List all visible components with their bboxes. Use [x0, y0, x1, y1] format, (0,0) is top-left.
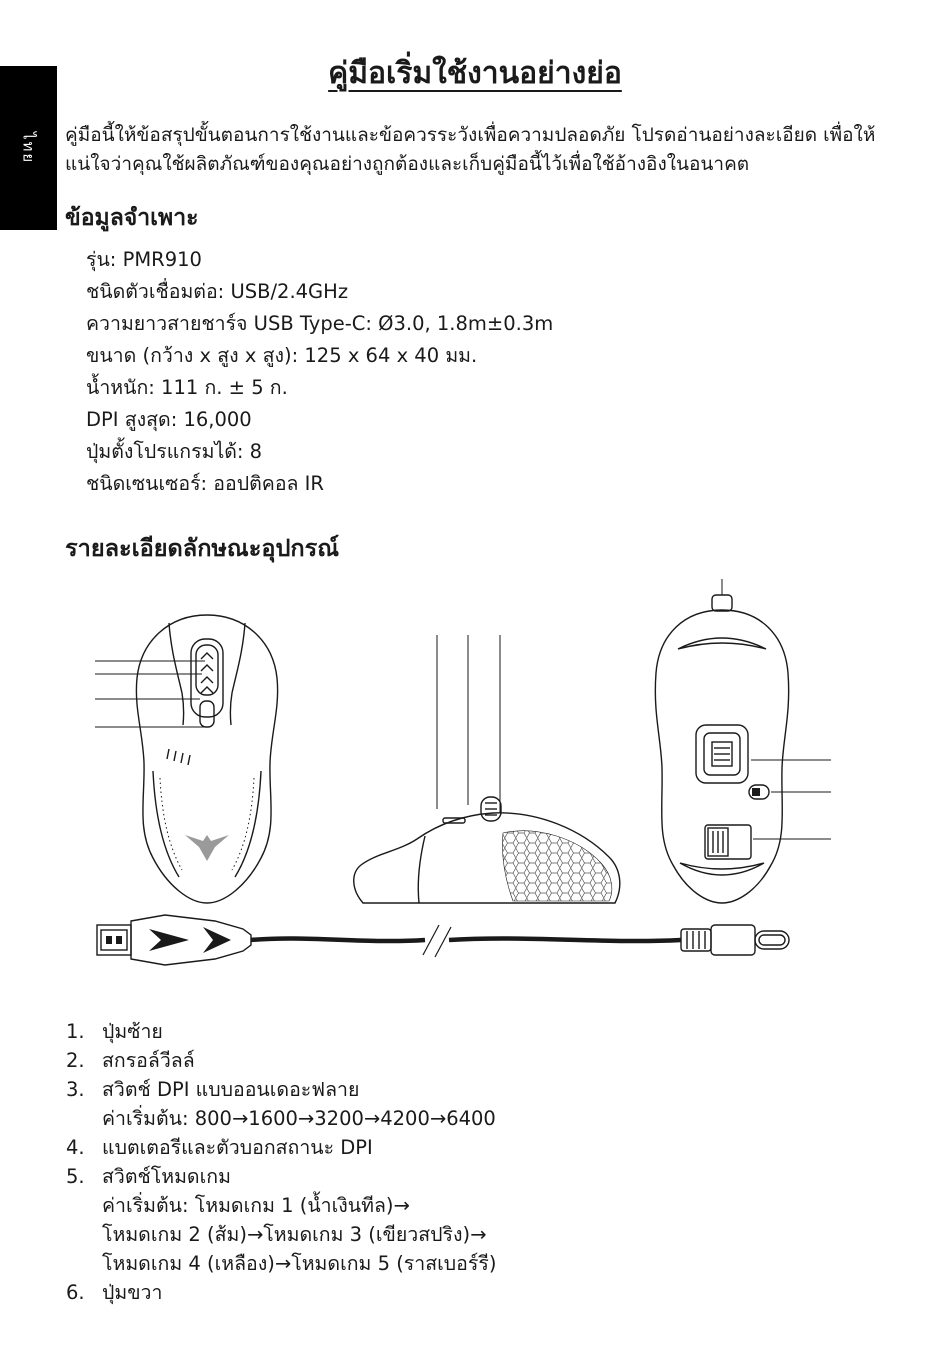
spec-item-dimensions: ขนาด (กว้าง x สูง x สูง): 125 x 64 x 40 มม.	[86, 344, 478, 367]
features-heading: รายละเอียดลักษณะอุปกรณ์	[65, 534, 340, 562]
usb-c-strain-relief-shape	[681, 929, 711, 951]
dpi-led-ticks	[167, 749, 169, 759]
feature-text: ปุ่มขวา	[102, 1281, 163, 1304]
list-number: 4.	[66, 1136, 85, 1159]
language-tab	[0, 66, 57, 230]
spec-item-programmable-buttons: ปุ่มตั้งโปรแกรมได้: 8	[86, 440, 263, 463]
receiver-nub-shape	[712, 595, 732, 611]
feature-text: สวิตช์โหมดเกม	[102, 1165, 231, 1188]
list-number: 3.	[66, 1078, 85, 1101]
honeycomb-texture	[502, 831, 611, 901]
callout-leader-lines-left	[95, 661, 206, 727]
list-item-3	[66, 1075, 892, 1133]
mouse-bottom-view-illustration	[655, 579, 831, 903]
feature-text: ปุ่มซ้าย	[102, 1020, 163, 1043]
spec-item-cable-length: ความยาวสายชาร์จ USB Type-C: Ø3.0, 1.8m±0.3m	[86, 312, 554, 335]
list-item-2	[66, 1046, 892, 1075]
intro-paragraph: คู่มือนี้ให้ข้อสรุปขั้นตอนการใช้งานและข้อควรระวังเพื่อความปลอดภัย โปรดอ่านอย่างละเอียด เพื่อให้แน่ใจว่าคุณใช้ผลิตภัณฑ์ของคุณอย่างถูกต้องและเก็บคู่มือนี้ไว้เพื่อใช้อ้างอิงในอนาคต	[65, 124, 876, 175]
list-item-5	[66, 1162, 892, 1278]
feature-text: สวิตช์ DPI แบบออนเดอะฟลาย	[102, 1078, 360, 1101]
feature-text: โหมดเกม 4 (เหลือง)→โหมดเกม 5 (ราสเบอร์รี)	[102, 1252, 497, 1275]
mouse-diagram-illustration	[65, 573, 885, 1013]
list-item-4	[66, 1133, 892, 1162]
list-item-1	[66, 1017, 892, 1046]
mouse-top-view-illustration	[95, 615, 278, 903]
dpi-button-shape	[200, 701, 214, 727]
cable-line	[251, 938, 425, 941]
cable-break-marks	[423, 925, 439, 955]
spec-item-connector-type: ชนิดตัวเชื่อมต่อ: USB/2.4GHz	[86, 280, 349, 303]
mouse-foot-top	[678, 638, 766, 649]
list-item-6	[66, 1278, 892, 1307]
spec-item-sensor-type: ชนิดเซนเซอร์: ออปติคอล IR	[86, 472, 324, 495]
predator-logo-icon-cable	[149, 929, 189, 951]
spec-item-max-dpi: DPI สูงสุด: 16,000	[86, 408, 252, 431]
spec-list	[86, 244, 892, 500]
list-number: 6.	[66, 1281, 85, 1304]
feature-text: โหมดเกม 2 (ส้ม)→โหมดเกม 3 (เขียวสปริง)→	[102, 1223, 487, 1246]
usb-c-body-shape	[711, 925, 755, 955]
predator-logo-icon	[185, 835, 229, 861]
spec-item-model: รุ่น: PMR910	[86, 248, 202, 271]
specs-heading: ข้อมูลจำเพาะ	[65, 205, 199, 231]
feature-text: สกรอล์วีลล์	[102, 1049, 195, 1072]
list-number: 5.	[66, 1165, 85, 1188]
callout-leader-lines-top	[437, 635, 500, 813]
device-diagram	[65, 573, 885, 1013]
mouse-side-view-illustration	[354, 635, 620, 903]
list-number: 2.	[66, 1049, 85, 1072]
language-tab-label: ไทย	[19, 131, 38, 165]
page-title	[0, 0, 950, 97]
usb-cable-illustration	[97, 915, 789, 965]
usb-a-housing-shape	[131, 915, 251, 965]
usb-c-plug-shape	[755, 931, 789, 949]
mouse-foot-bottom	[680, 863, 764, 875]
spec-item-weight: น้ำหนัก: 111 ก. ± 5 ก.	[86, 376, 288, 399]
feature-text: ค่าเริ่มต้น: โหมดเกม 1 (น้ำเงินทีล)→	[102, 1194, 410, 1217]
feature-text: ค่าเริ่มต้น: 800→1600→3200→4200→6400	[102, 1107, 496, 1130]
feature-text: แบตเตอรีและตัวบอกสถานะ DPI	[102, 1136, 373, 1159]
feature-list	[66, 1017, 892, 1307]
list-number: 1.	[66, 1020, 85, 1043]
page-title-text: คู่มือเริ่มใช้งานอย่างย่อ	[328, 56, 622, 91]
